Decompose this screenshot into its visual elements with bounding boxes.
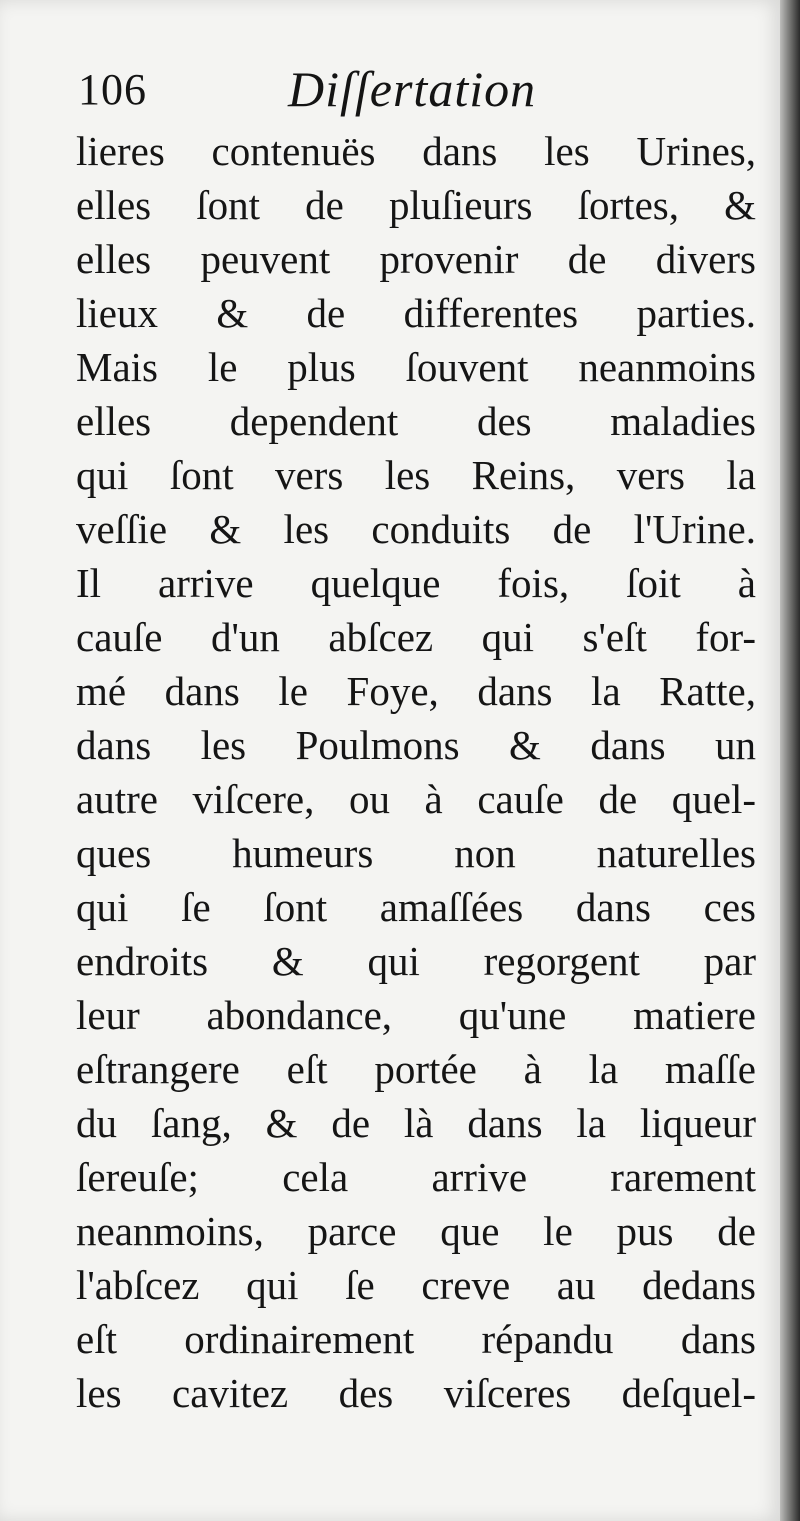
text-line: endroits & qui regorgent par — [76, 938, 756, 984]
text-line: Il arrive quelque fois, ſoit à — [76, 560, 756, 606]
text-line: elles dependent des maladies — [76, 398, 756, 444]
text-line: lieux & de differentes parties. — [76, 290, 756, 336]
text-line: du ſang, & de là dans la liqueur — [76, 1100, 756, 1146]
text-line: veſſie & les conduits de l'Urine. — [76, 506, 756, 552]
text-line: autre viſcere, ou à cauſe de quel- — [76, 776, 756, 822]
text-line: eſtrangere eſt portée à la maſſe — [76, 1046, 756, 1092]
text-line: lieres contenuës dans les Urines, — [76, 128, 756, 174]
text-line: ſereuſe; cela arrive rarement — [76, 1154, 756, 1200]
text-line: neanmoins, parce que le pus de — [76, 1208, 756, 1254]
text-line: l'abſcez qui ſe creve au dedans — [76, 1262, 756, 1308]
text-line: elles ſont de pluſieurs ſortes, & — [76, 182, 756, 228]
text-line: dans les Poulmons & dans un — [76, 722, 756, 768]
page-number: 106 — [78, 65, 147, 114]
body-text — [76, 124, 756, 1420]
text-line: mé dans le Foye, dans la Ratte, — [76, 668, 756, 714]
page-header — [78, 60, 768, 130]
text-line: qui ſont vers les Reins, vers la — [76, 452, 756, 498]
text-line: leur abondance, qu'une matiere — [76, 992, 756, 1038]
text-line: cauſe d'un abſcez qui s'eſt for- — [76, 614, 756, 660]
text-line: qui ſe ſont amaſſées dans ces — [76, 884, 756, 930]
text-line: eſt ordinairement répandu dans — [76, 1316, 756, 1362]
text-line: ques humeurs non naturelles — [76, 830, 756, 876]
text-line: les cavitez des viſceres deſquel- — [76, 1370, 756, 1416]
text-line: elles peuvent provenir de divers — [76, 236, 756, 282]
text-line: Mais le plus ſouvent neanmoins — [76, 344, 756, 390]
running-title: Diſſertation — [288, 61, 537, 117]
page-edge-shadow — [780, 0, 800, 1521]
